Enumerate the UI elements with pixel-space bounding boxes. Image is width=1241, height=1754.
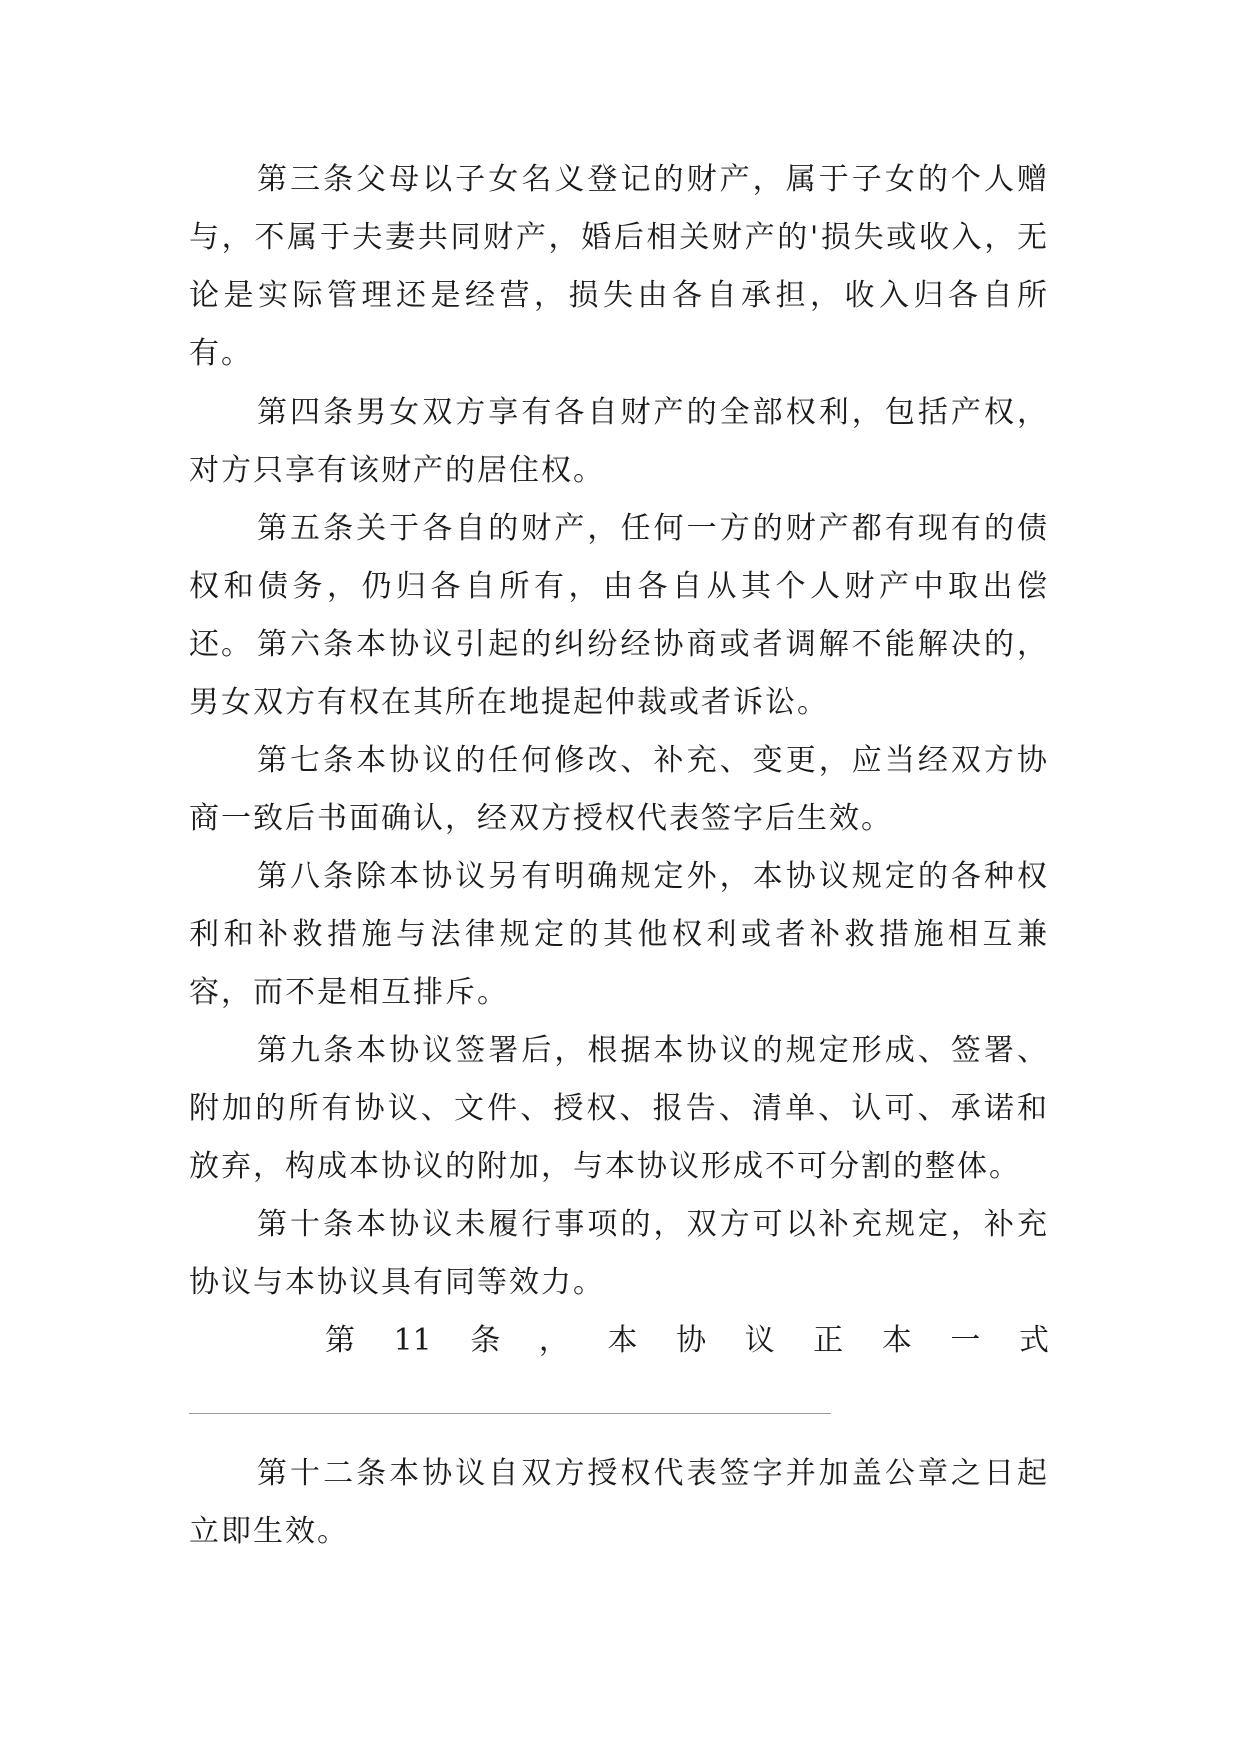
article-11-token: 式 bbox=[1018, 1323, 1049, 1358]
article-5: 第五条关于各自的财产，任何一方的财产都有现有的债权和债务，仍归各自所有，由各自从其个人财产中取出偿还。 bbox=[189, 511, 1049, 662]
divider-line bbox=[189, 1413, 831, 1414]
article-11-token: 11 bbox=[393, 1323, 432, 1358]
article-4: 第四条男女双方享有各自财产的全部权利，包括产权，对方只享有该财产的居住权。 bbox=[189, 395, 1049, 488]
article-11-token: 第 bbox=[325, 1323, 355, 1358]
article-11-token: ， bbox=[538, 1323, 569, 1358]
article-7: 第七条本协议的任何修改、补充、变更，应当经双方协商一致后书面确认，经双方授权代表签字后生效。 bbox=[189, 743, 1049, 836]
article-11-token: 一 bbox=[950, 1323, 981, 1358]
article-6: 第六条本协议引起的纠纷经协商或者调解不能解决的，男女双方有权在其所在地提起仲裁或者诉讼。 bbox=[189, 627, 1049, 720]
article-11-token: 正 bbox=[813, 1323, 844, 1358]
article-3: 第三条父母以子女名义登记的财产，属于子女的个人赠与，不属于夫妻共同财产，婚后相关财产的'损失或收入，无论是实际管理还是经营，损失由各自承担，收入归各自所有。 bbox=[189, 162, 1049, 371]
article-12: 第十二条本协议自双方授权代表签字并加盖公章之日起立即生效。 bbox=[189, 1456, 1049, 1549]
article-11-token: 本 bbox=[607, 1323, 638, 1358]
article-11-token: 本 bbox=[881, 1323, 912, 1358]
article-11-token: 议 bbox=[744, 1323, 775, 1358]
article-10: 第十条本协议未履行事项的，双方可以补充规定，补充协议与本协议具有同等效力。 bbox=[189, 1207, 1049, 1300]
article-11-token: 条 bbox=[470, 1323, 501, 1358]
article-9: 第九条本协议签署后，根据本协议的规定形成、签署、附加的所有协议、文件、授权、报告、清单、认可、承诺和放弃，构成本协议的附加，与本协议形成不可分割的整体。 bbox=[189, 1033, 1049, 1184]
article-8: 第八条除本协议另有明确规定外，本协议规定的各种权利和补救措施与法律规定的其他权利或者补救措施相互兼容，而不是相互排斥。 bbox=[189, 859, 1049, 1010]
article-11-token: 协 bbox=[676, 1323, 707, 1358]
article-11 bbox=[189, 1312, 1049, 1370]
